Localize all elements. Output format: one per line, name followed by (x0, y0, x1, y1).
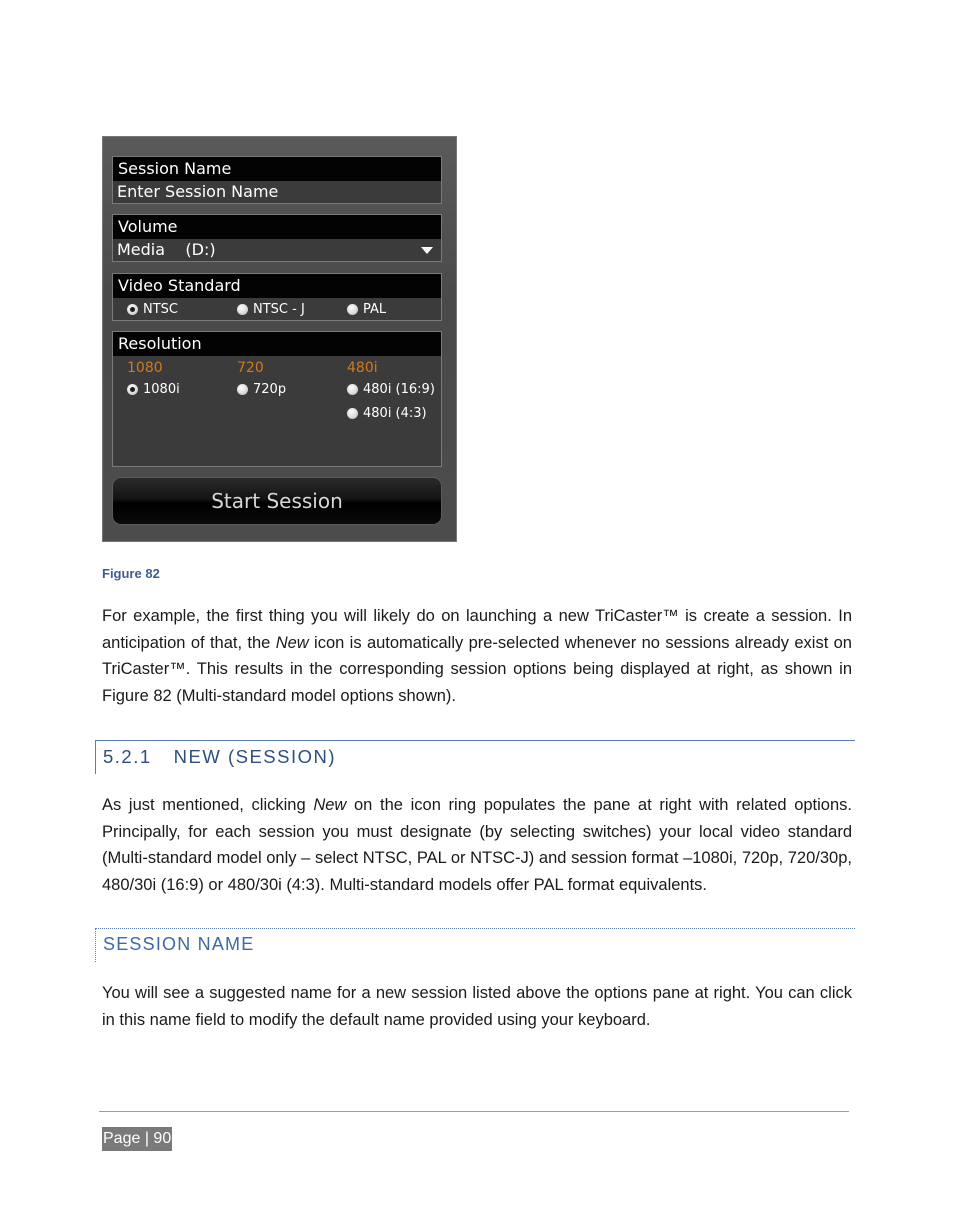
radio-unselected-icon (237, 384, 248, 395)
volume-header: Volume (113, 215, 441, 239)
session-options-panel (102, 136, 457, 542)
radio-label: 480i (4:3) (363, 406, 427, 421)
session-name-header: Session Name (113, 157, 441, 181)
volume-group (112, 214, 442, 262)
radio-selected-icon (127, 304, 138, 315)
session-name-input[interactable]: Enter Session Name (117, 182, 279, 201)
paragraph-text: on the icon ring populates the pane at right with related options. Principally, for each session you must designate (by selecting switches) your local video standard (Multi-standard model only – select NTSC, PAL or NTSC-J) and session format –1080i, 720p, 720/30p, 480/30i (16:9) or 480/30i (4:3). Multi-standard models offer PAL format equivalents. (102, 796, 852, 894)
figure-caption: Figure 82 (102, 566, 160, 581)
volume-select-value: Media (D:) (117, 240, 216, 259)
radio-480i-16-9[interactable] (347, 382, 435, 397)
resolution-group (112, 331, 442, 467)
paragraph-new-session (102, 792, 852, 898)
radio-unselected-icon (347, 408, 358, 419)
subsection-rule (95, 928, 855, 929)
section-rule-left (95, 740, 96, 774)
radio-label: 1080i (143, 382, 180, 397)
section-number: 5.2.1 (103, 746, 152, 767)
radio-label: NTSC - J (253, 302, 305, 317)
resolution-column-1080: 1080 (127, 360, 163, 376)
paragraph-emphasis: New (275, 633, 309, 652)
subsection-heading: SESSION NAME (103, 934, 255, 954)
radio-480i-4-3[interactable] (347, 406, 427, 421)
volume-select[interactable] (113, 239, 441, 261)
video-standard-options (113, 298, 441, 320)
radio-label: 720p (253, 382, 287, 397)
radio-label: 480i (16:9) (363, 382, 435, 397)
radio-selected-icon (127, 384, 138, 395)
page-number: Page | 90 (102, 1127, 172, 1151)
session-name-group (112, 156, 442, 204)
paragraph-text: icon is automatically pre-selected whenever no sessions already exist on TriCaster™. This results in the corresponding session options being displayed at right, as shown in Figure 82 (Multi-standard model options shown). (102, 633, 852, 705)
resolution-column-480i: 480i (347, 360, 378, 376)
paragraph-intro (102, 603, 852, 709)
radio-720p[interactable] (237, 382, 286, 397)
radio-ntsc-j[interactable] (237, 302, 305, 317)
paragraph-text: As just mentioned, clicking (102, 796, 314, 814)
subsection-rule-left (95, 928, 96, 962)
radio-1080i[interactable] (127, 382, 180, 397)
radio-label: NTSC (143, 302, 178, 317)
paragraph-emphasis: New (313, 796, 347, 814)
resolution-options (113, 356, 441, 466)
resolution-column-720: 720 (237, 360, 264, 376)
dropdown-arrow-icon[interactable] (421, 247, 433, 254)
radio-unselected-icon (347, 304, 358, 315)
radio-unselected-icon (347, 384, 358, 395)
section-title: NEW (SESSION) (173, 746, 337, 767)
video-standard-group (112, 273, 442, 321)
start-session-button[interactable]: Start Session (112, 477, 442, 525)
resolution-header: Resolution (113, 332, 441, 356)
radio-unselected-icon (237, 304, 248, 315)
radio-ntsc[interactable] (127, 302, 178, 317)
paragraph-session-name: You will see a suggested name for a new session listed above the options pane at right. You can click in this name field to modify the default name provided using your keyboard. (102, 984, 852, 1029)
radio-label: PAL (363, 302, 387, 317)
radio-pal[interactable] (347, 302, 386, 317)
video-standard-header: Video Standard (113, 274, 441, 298)
paragraph-text: For example, the first thing you will likely do on launching a new TriCaster™ is create a session. In anticipation of that, the (102, 607, 852, 652)
section-rule (95, 740, 855, 741)
section-heading (103, 746, 336, 768)
footer-rule (99, 1111, 849, 1112)
